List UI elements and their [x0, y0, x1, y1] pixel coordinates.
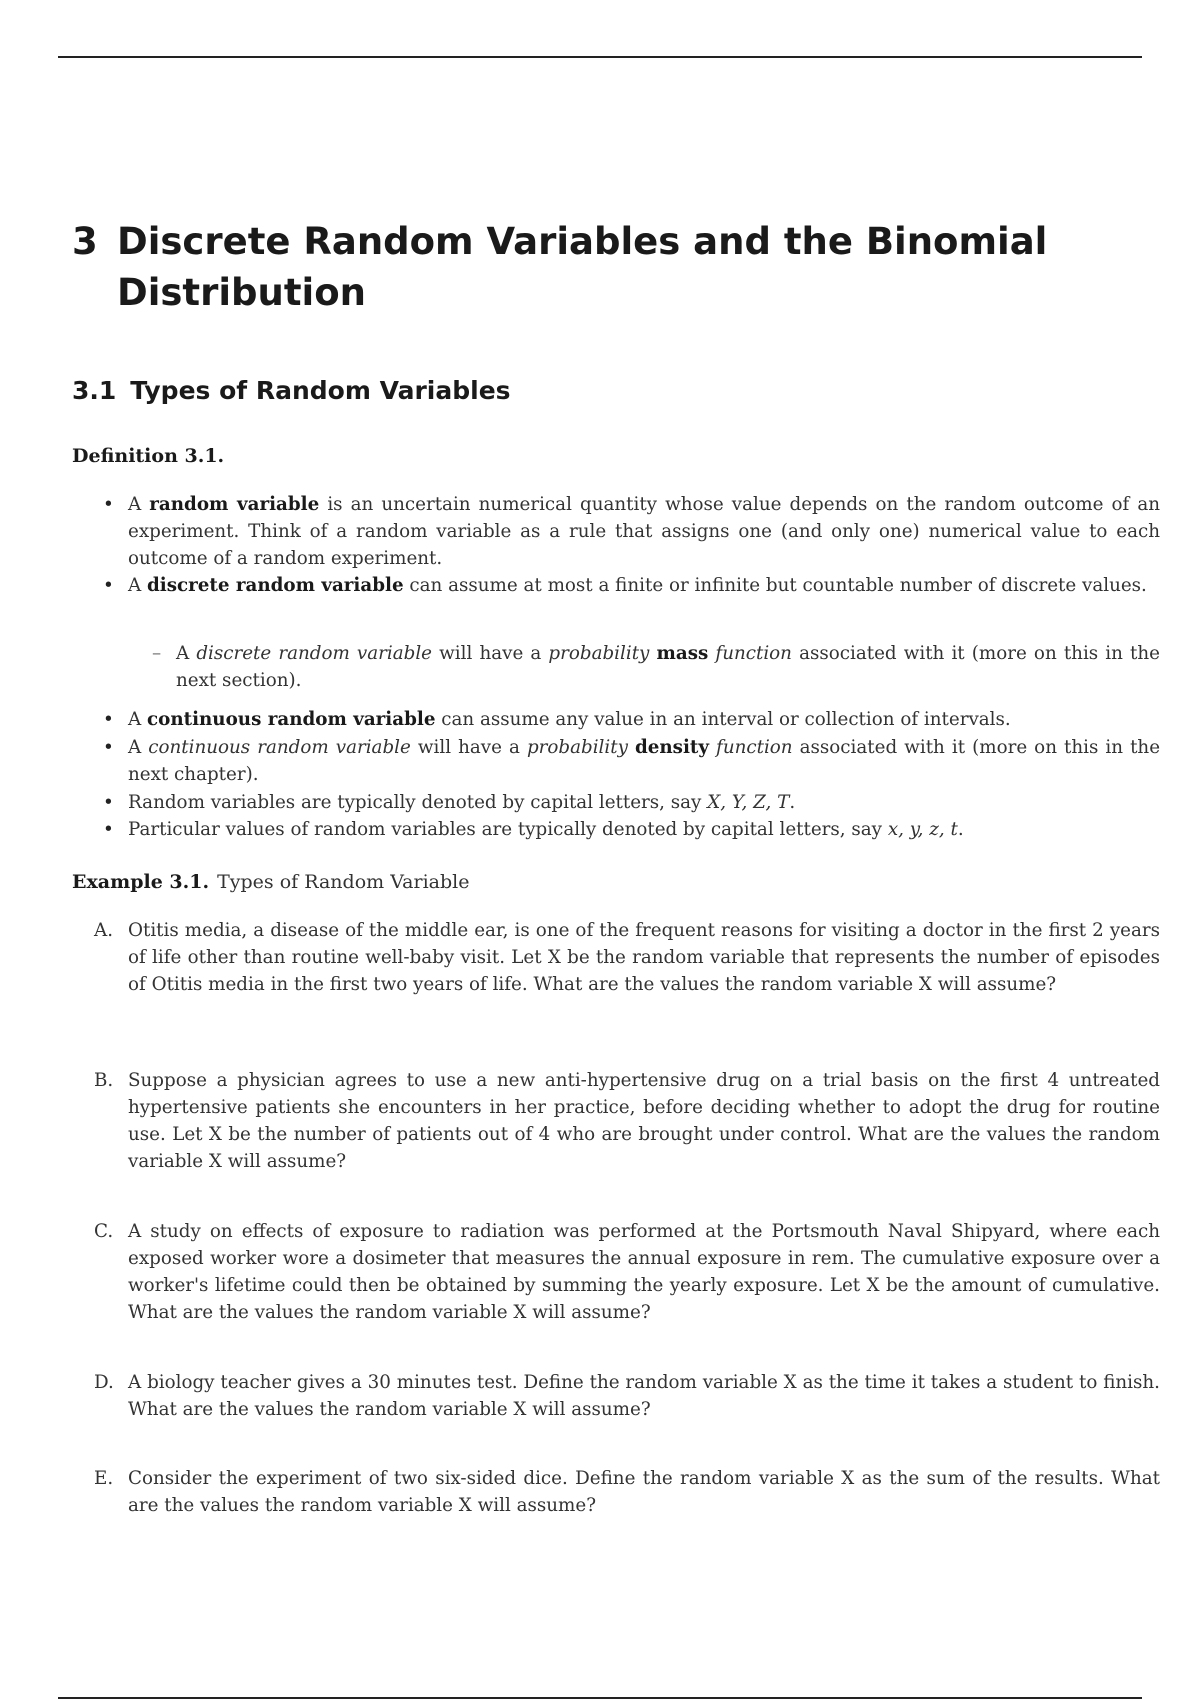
definition-subbullet-pmf: – A discrete random variable will have a probability mass function associated with it (more on this in the next section). [176, 640, 1160, 694]
example-title: Types of Random Variable [217, 871, 470, 893]
bottom-rule [58, 1697, 1142, 1699]
section-number: 3.1 [72, 376, 117, 405]
example-label: Example 3.1. [72, 871, 210, 893]
example-item-d: D. A biology teacher gives a 30 minutes test. Define the random variable X as the time it takes a student to finish. What are the values the random variable X will assume? [94, 1372, 1160, 1420]
section-title: Types of Random Variables [130, 376, 511, 405]
example-item-a: A. Otitis media, a disease of the middle ear, is one of the frequent reasons for visiting a doctor in the first 2 years of life other than routine well-baby visit. Let X be the random variable that represents the number of episodes of Otitis media in the first two years of life. What are the values the random variable X will assume? [94, 920, 1160, 995]
definition-bullet-lowercase-values: • Particular values of random variables are typically denoted by capital letters, say x, y, z, t. [128, 816, 1160, 843]
example-item-b: B. Suppose a physician agrees to use a new anti-hypertensive drug on a trial basis on the first 4 untreated hypertensive patients she encounters in her practice, before deciding whether to adopt the drug for routine use. Let X be the number of patients out of 4 who are brought under control. What are the values the random variable X will assume? [94, 1070, 1160, 1172]
definition-bullet-random-variable: • A random variable is an uncertain numerical quantity whose value depends on the random outcome of an experiment. Think of a random variable as a rule that assigns one (and only one) numerical value to each outcome of a random experiment. [128, 491, 1160, 572]
definition-heading: Definition 3.1. [72, 445, 225, 467]
definition-bullet-discrete: • A discrete random variable can assume at most a finite or infinite but countable number of discrete values. [128, 572, 1160, 599]
chapter-title: Discrete Random Variables and the Binomial Distribution [117, 220, 1048, 314]
example-item-e: E. Consider the experiment of two six-sided dice. Define the random variable X as the sum of the results. What are the values the random variable X will assume? [94, 1468, 1160, 1516]
example-item-c: C. A study on effects of exposure to radiation was performed at the Portsmouth Naval Shipyard, where each exposed worker wore a dosimeter that measures the annual exposure in rem. The cumulative exposure over a worker's lifetime could then be obtained by summing the yearly exposure. Let X be the amount of cumulative. What are the values the random variable X will assume? [94, 1221, 1160, 1323]
definition-bullet-pdf: • A continuous random variable will have a probability density function associated with it (more on this in the next chapter). [128, 734, 1160, 788]
definition-bullet-continuous: • A continuous random variable can assume any value in an interval or collection of intervals. [128, 706, 1160, 733]
chapter-heading [72, 216, 1132, 318]
definition-bullet-capital-letters: • Random variables are typically denoted by capital letters, say X, Y, Z, T. [128, 789, 1160, 816]
chapter-number: 3 [72, 220, 98, 263]
top-rule [58, 56, 1142, 58]
example-heading [72, 871, 469, 893]
section-heading [72, 376, 511, 405]
